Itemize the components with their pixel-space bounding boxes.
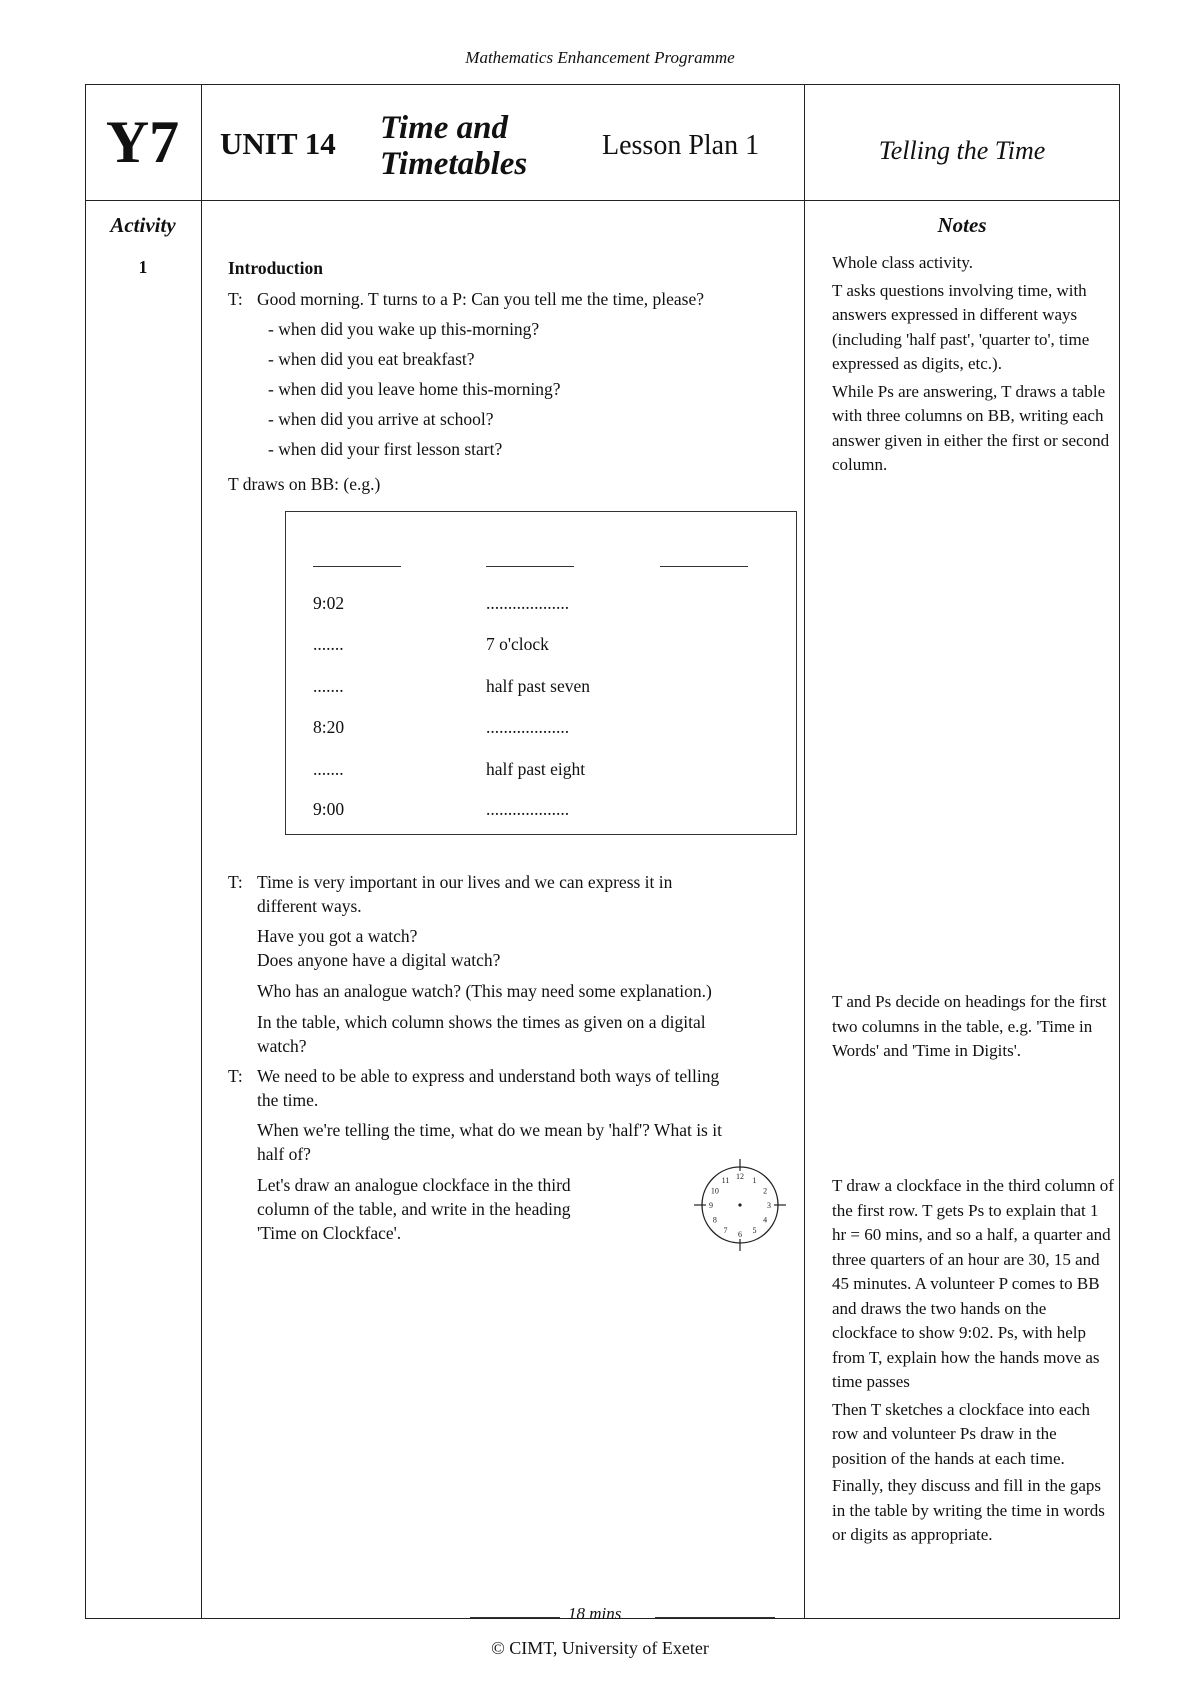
table-cell-words: ................... bbox=[486, 593, 570, 613]
column-heading-blank bbox=[313, 566, 401, 567]
paragraph-line: half of? bbox=[257, 1144, 311, 1164]
paragraph-line: When we're telling the time, what do we mean by 'half'? What is it bbox=[257, 1120, 722, 1140]
t-label: T: bbox=[228, 872, 243, 892]
topic-line-2: Timetables bbox=[380, 146, 528, 182]
note-paragraph: T asks questions involving time, with answers expressed in different ways (including 'half past', 'quarter to', time expressed as digits, etc.). bbox=[832, 280, 1090, 373]
duration-rule bbox=[470, 1617, 560, 1618]
clock-numeral: 6 bbox=[738, 1230, 742, 1239]
duration-label: 18 mins bbox=[568, 1604, 622, 1623]
table-cell-words: half past eight bbox=[486, 759, 586, 779]
note-paragraph: Finally, they discuss and fill in the gaps in the table by writing the time in words or digits as appropriate. bbox=[832, 1476, 1105, 1544]
draws-label: T draws on BB: (e.g.) bbox=[228, 474, 381, 494]
clock-numeral: 4 bbox=[763, 1215, 768, 1225]
column-heading-blank bbox=[660, 566, 748, 567]
lesson-plan-label: Lesson Plan 1 bbox=[602, 130, 760, 161]
note-paragraph: Then T sketches a clockface into each row and volunteer Ps draw in the position of the hands at each time. bbox=[832, 1399, 1091, 1468]
note-paragraph: While Ps are answering, T draws a table with three columns on BB, writing each answer given in either the first or second column. bbox=[832, 381, 1110, 474]
question-item: - when did you wake up this-morning? bbox=[268, 319, 540, 339]
t-label: T: bbox=[228, 289, 243, 309]
activity-column-divider bbox=[201, 84, 202, 1619]
paragraph-line: Who has an analogue watch? (This may need some explanation.) bbox=[257, 981, 712, 1001]
copyright-footer: © CIMT, University of Exeter bbox=[491, 1638, 709, 1658]
table-cell-words: ................... bbox=[486, 717, 570, 737]
notes-block-headings bbox=[832, 990, 1114, 1067]
notes-column-divider bbox=[804, 84, 805, 1619]
clock-numeral: 8 bbox=[712, 1215, 717, 1225]
paragraph-line: We need to be able to express and understand both ways of telling bbox=[257, 1066, 720, 1086]
header-divider bbox=[85, 200, 1120, 201]
table-cell-digits: ....... bbox=[313, 759, 344, 779]
table-cell-digits: ....... bbox=[313, 634, 344, 654]
paragraph-line: 'Time on Clockface'. bbox=[257, 1223, 402, 1243]
clockface-icon bbox=[690, 1155, 790, 1255]
running-head: Mathematics Enhancement Programme bbox=[465, 48, 735, 67]
question-item: - when did you leave home this-morning? bbox=[268, 379, 561, 399]
clock-numeral: 5 bbox=[752, 1226, 757, 1236]
notes-heading: Notes bbox=[937, 213, 987, 237]
table-cell-words: half past seven bbox=[486, 676, 590, 696]
duration-rule bbox=[655, 1617, 775, 1618]
clock-numeral: 11 bbox=[721, 1175, 730, 1185]
paragraph-line: Have you got a watch? bbox=[257, 926, 418, 946]
year-label: Y7 bbox=[105, 109, 180, 175]
clock-numeral: 10 bbox=[710, 1186, 719, 1196]
paragraph-line: the time. bbox=[257, 1090, 319, 1110]
table-cell-words: 7 o'clock bbox=[486, 634, 549, 654]
intro-question: Good morning. T turns to a P: Can you tell me the time, please? bbox=[257, 289, 704, 309]
clock-numeral: 12 bbox=[736, 1172, 744, 1181]
table-cell-digits: 8:20 bbox=[313, 717, 345, 737]
column-heading-blank bbox=[486, 566, 574, 567]
paragraph-line: Time is very important in our lives and we can express it in bbox=[257, 872, 673, 892]
table-cell-digits: 9:02 bbox=[313, 593, 345, 613]
paragraph-line: watch? bbox=[257, 1036, 307, 1056]
paragraph-line: Does anyone have a digital watch? bbox=[257, 950, 501, 970]
clock-numeral: 2 bbox=[763, 1186, 768, 1196]
blackboard-table bbox=[285, 511, 797, 835]
paragraph-line: Let's draw an analogue clockface in the third bbox=[257, 1175, 571, 1195]
unit-topic bbox=[380, 110, 527, 182]
table-cell-digits: ....... bbox=[313, 676, 344, 696]
t-label: T: bbox=[228, 1066, 243, 1086]
table-cell-words: ................... bbox=[486, 799, 570, 819]
note-paragraph: T and Ps decide on headings for the first two columns in the table, e.g. 'Time in Words' and 'Time in Digits'. bbox=[832, 992, 1107, 1060]
clock-numeral: 7 bbox=[723, 1226, 728, 1236]
clock-numeral: 1 bbox=[752, 1175, 757, 1185]
clock-center bbox=[738, 1203, 741, 1206]
paragraph-line: different ways. bbox=[257, 896, 362, 916]
topic-line-1: Time and bbox=[380, 110, 509, 146]
paragraph-line: In the table, which column shows the times as given on a digital bbox=[257, 1012, 706, 1032]
clock-numeral: 3 bbox=[767, 1201, 771, 1210]
intro-heading: Introduction bbox=[228, 258, 323, 278]
activity-heading: Activity bbox=[110, 213, 176, 237]
notes-block-intro bbox=[832, 251, 1114, 481]
lesson-title: Telling the Time bbox=[878, 136, 1046, 165]
paragraph-line: column of the table, and write in the heading bbox=[257, 1199, 571, 1219]
clock-numeral: 9 bbox=[709, 1201, 713, 1210]
notes-block-clockface bbox=[832, 1174, 1114, 1551]
note-paragraph: Whole class activity. bbox=[832, 253, 973, 272]
unit-label: UNIT 14 bbox=[220, 126, 336, 161]
question-item: - when did you eat breakfast? bbox=[268, 349, 475, 369]
activity-number: 1 bbox=[138, 257, 148, 277]
question-item: - when did your first lesson start? bbox=[268, 439, 503, 459]
question-item: - when did you arrive at school? bbox=[268, 409, 494, 429]
table-cell-digits: 9:00 bbox=[313, 799, 345, 819]
note-paragraph: T draw a clockface in the third column of the first row. T gets Ps to explain that 1 hr = 60 mins, and so a half, a quarter and three quarters of an hour are 30, 15 and 45 minutes. A volunteer P comes to BB and draws the two hands on the clockface to show 9:02. Ps, with help from T, explain how the hands move as time passes bbox=[832, 1176, 1114, 1391]
